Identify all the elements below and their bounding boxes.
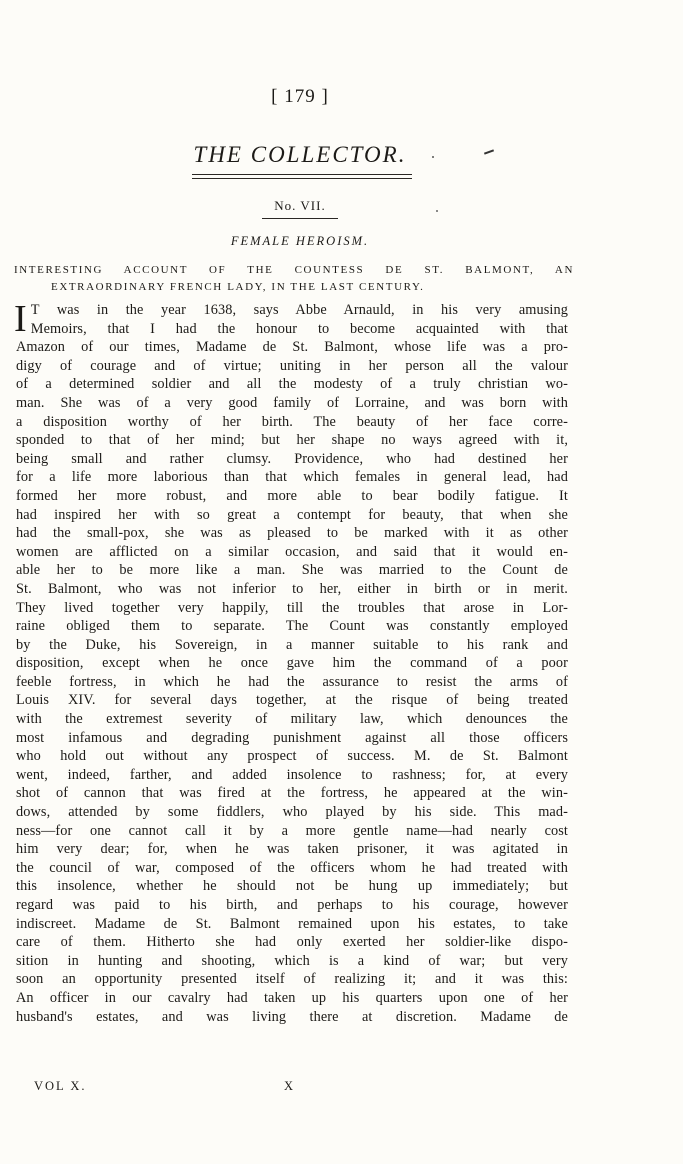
body-line: him very dear; for, when he was taken prisoner, it was agitated in: [16, 841, 568, 858]
signature-mark: X: [284, 1079, 296, 1093]
section-title: FEMALE HEROISM.: [230, 234, 370, 248]
body-line: for a life more laborious than that which females in general lead, had: [16, 469, 568, 486]
body-line: sition in hunting and shooting, which is a kind of war; but very: [16, 952, 568, 969]
article-subtitle: [14, 262, 574, 296]
body-line: this insolence, whether he should not be hung up immediately; but: [16, 878, 568, 895]
body-line: most infamous and degrading punishment against all those officers: [16, 729, 568, 746]
body-line: disposition, except when he once gave him the command of a poor: [16, 655, 568, 672]
body-line: husband's estates, and was living there at discretion. Madame de: [16, 1008, 568, 1025]
ink-speck: [432, 156, 434, 158]
subtitle-line: INTERESTING ACCOUNT OF THE COUNTESS DE ST. BALMONT, AN: [14, 264, 574, 276]
body-line: Louis XIV. for several days together, at the risque of being treated: [16, 692, 568, 709]
body-line: had the small-pox, she was as pleased to be marked with it as other: [16, 525, 568, 542]
title-rule-thin: [192, 178, 412, 179]
body-line: dows, attended by some fiddlers, who played by his side. This mad-: [16, 804, 568, 821]
title-rule-thick: [192, 174, 412, 175]
page-footer: [34, 1079, 334, 1094]
body-line: care of them. Hitherto she had only exerted her soldier-like dispo-: [16, 934, 568, 951]
body-line: formed her more robust, and more able to bear bodily fatigue. It: [16, 487, 568, 504]
volume-label: VOL X.: [34, 1079, 87, 1093]
body-line: soon an opportunity presented itself of realizing it; and it was this:: [16, 971, 568, 988]
body-line: went, indeed, farther, and added insolence to rashness; for, at every: [16, 766, 568, 783]
body-line: the council of war, composed of the officers whom he had treated with: [16, 859, 568, 876]
body-line: An officer in our cavalry had taken up his quarters upon one of her: [16, 989, 568, 1006]
body-line: shot of cannon that was fired at the fortress, he appeared at the win-: [16, 785, 568, 802]
subtitle-line: EXTRAORDINARY FRENCH LADY, IN THE LAST CENTURY.: [51, 281, 425, 293]
issue-rule: [262, 218, 338, 219]
body-line: digy of courage and of virtue; uniting in her person all the valour: [16, 357, 568, 374]
body-line: Amazon of our times, Madame de St. Balmont, whose life was a pro-: [16, 339, 568, 356]
body-line: sponded to that of her mind; but her shape no ways agreed with it,: [16, 432, 568, 449]
body-line: being small and rather clumsy. Providence, who had destined her: [16, 450, 568, 467]
magazine-title: THE COLLECTOR.: [193, 142, 407, 167]
body-line: who hold out without any prospect of success. M. de St. Balmont: [16, 748, 568, 765]
body-line: ness—for one cannot call it by a more gentle name—had nearly cost: [16, 822, 568, 839]
body-line: of a determined soldier and all the modesty of a truly christian wo-: [16, 376, 568, 393]
body-line: Memoirs, that I had the honour to become acquainted with that: [30, 320, 568, 337]
body-line: man. She was of a very good family of Lorraine, and was born with: [16, 394, 568, 411]
article-body: [14, 298, 568, 1026]
body-line: feeble fortress, in which he had the assurance to resist the arms of: [16, 673, 568, 690]
body-line: able her to be more like a man. She was married to the Count de: [16, 562, 568, 579]
body-line: by the Duke, his Sovereign, in a manner suitable to his rank and: [16, 636, 568, 653]
page-number: [ 179 ]: [271, 86, 329, 107]
body-line: with the extremest severity of military law, which denounces the: [16, 711, 568, 728]
body-line: a disposition worthy of her birth. The beauty of her face corre-: [16, 413, 568, 430]
body-line: raine obliged them to separate. The Count was constantly employed: [16, 618, 568, 635]
body-line: women are afflicted on a similar occasion, and said that it would en-: [16, 543, 568, 560]
body-line: had inspired her with so great a contempt for beauty, that when she: [16, 506, 568, 523]
body-line: They lived together very happily, till the troubles that arose in Lor-: [16, 599, 568, 616]
drop-cap: I: [14, 298, 27, 340]
body-line: T was in the year 1638, says Abbe Arnauld, in his very amusing: [30, 302, 568, 318]
body-line: St. Balmont, who was not inferior to her, either in birth or in merit.: [16, 580, 568, 597]
ink-speck: [436, 210, 438, 212]
body-line: regard was paid to his birth, and perhaps to his courage, however: [16, 897, 568, 913]
body-line: indiscreet. Madame de St. Balmont remained upon his estates, to take: [16, 915, 568, 932]
issue-number: No. VII.: [274, 198, 326, 213]
